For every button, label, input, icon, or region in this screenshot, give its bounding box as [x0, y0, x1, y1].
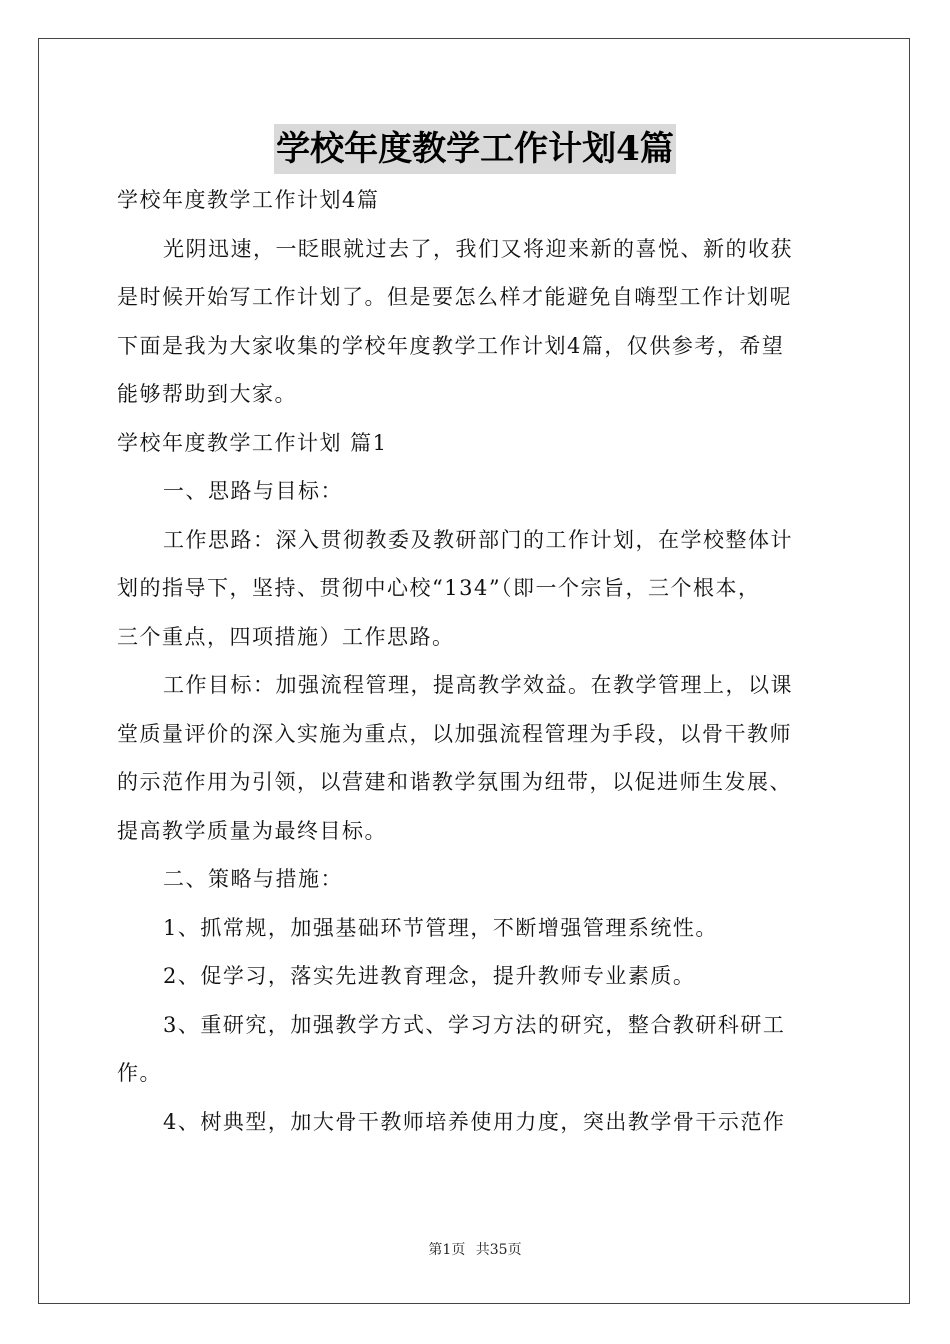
page-footer: 第1页 共35页 — [428, 1242, 522, 1258]
text-line: 是时候开始写工作计划了。但是要怎么样才能避免自嗨型工作计划呢 — [117, 285, 792, 309]
document-title: 学校年度教学工作计划4篇 — [274, 124, 676, 174]
text-line: 的示范作用为引领，以营建和谐教学氛围为纽带，以促进师生发展、 — [117, 770, 792, 794]
text-line: 学校年度教学工作计划 篇1 — [117, 430, 388, 455]
text-line: 二、策略与措施： — [163, 867, 343, 891]
text-line: 3、重研究，加强教学方式、学习方法的研究，整合教研科研工 — [163, 1012, 786, 1037]
text-line: 光阴迅速，一眨眼就过去了，我们又将迎来新的喜悦、新的收获 — [163, 236, 793, 261]
title-area — [0, 124, 950, 174]
text-line: 作。 — [117, 1061, 162, 1085]
text-line: 三个重点，四项措施）工作思路。 — [117, 624, 455, 649]
text-line: 1、抓常规，加强基础环节管理，不断增强管理系统性。 — [163, 915, 718, 940]
text-line: 4、树典型，加大骨干教师培养使用力度，突出教学骨干示范作 — [163, 1109, 786, 1134]
text-line: 2、促学习，落实先进教育理念，提升教师专业素质。 — [163, 964, 696, 988]
text-line: 学校年度教学工作计划4篇 — [117, 188, 380, 212]
text-line: 堂质量评价的深入实施为重点，以加强流程管理为手段，以骨干教师 — [117, 721, 792, 746]
text-line: 能够帮助到大家。 — [117, 382, 297, 406]
text-line: 工作目标：加强流程管理，提高教学效益。在教学管理上，以课 — [163, 673, 793, 697]
document-body — [117, 176, 833, 1146]
text-line: 一、思路与目标： — [163, 479, 343, 503]
text-line: 提高教学质量为最终目标。 — [117, 818, 387, 843]
text-line: 划的指导下，坚持、贯彻中心校“134”（即一个宗旨，三个根本， — [117, 576, 761, 600]
text-line: 下面是我为大家收集的学校年度教学工作计划4篇，仅供参考，希望 — [117, 333, 785, 358]
text-line: 工作思路：深入贯彻教委及教研部门的工作计划，在学校整体计 — [163, 527, 793, 552]
